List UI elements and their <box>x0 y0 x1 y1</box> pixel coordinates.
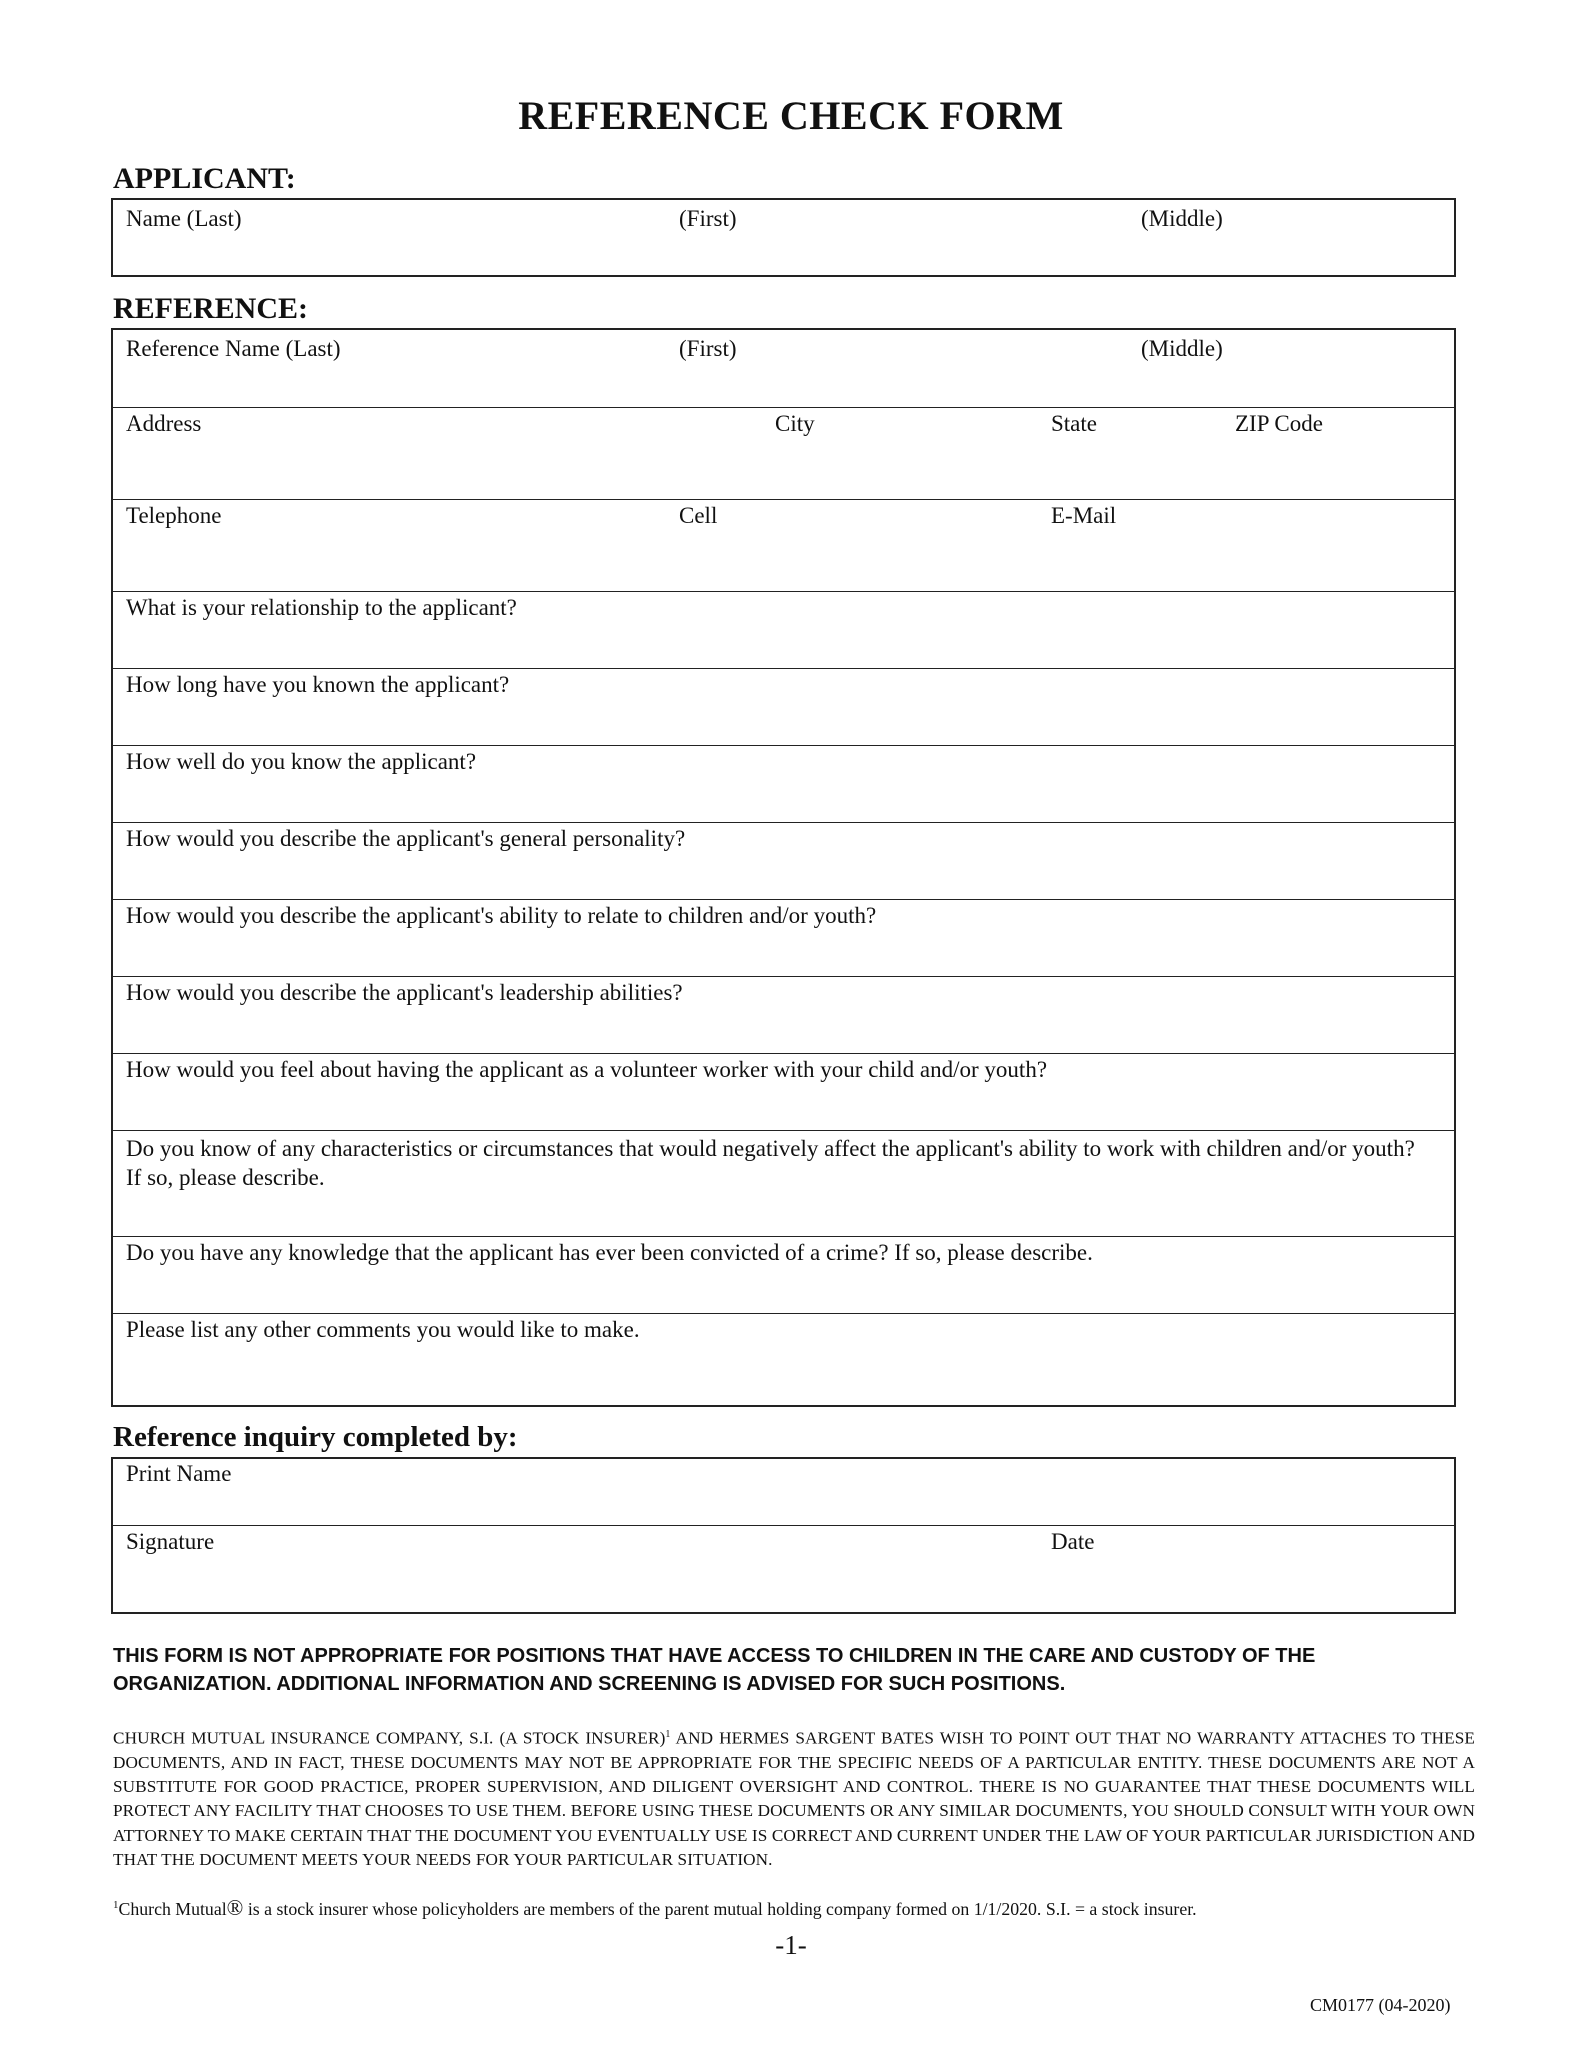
reference-name-first-label: (First) <box>679 336 737 361</box>
question-comments: Please list any other comments you would like to make. <box>126 1317 640 1342</box>
applicant-name-row[interactable] <box>113 200 1454 277</box>
cell-label: Cell <box>679 503 718 528</box>
question-relate-children: How would you describe the applicant's ability to relate to children and/or youth? <box>126 903 877 928</box>
reference-box <box>111 328 1456 1407</box>
question-characteristics: Do you know of any characteristics or circumstances that would negatively affect the applicant's ability to work with children and/or youth? If so, please describe. <box>126 1136 1415 1190</box>
disclaimer-part2: AND HERMES SARGENT BATES WISH TO POINT OUT THAT NO WARRANTY ATTACHES TO THESE DOCUMENTS, AND IN FACT, THESE DOCUMENTS MAY NOT BE APPROPRIATE FOR THE SPECIFIC NEEDS OF A PARTICULAR ENTITY. THESE DOCUMENTS ARE NOT A SUBSTITUTE FOR GOOD PRACTICE, PROPER SUPERVISION, AND DILIGENT OVERSIGHT AND CONTROL. THERE IS NO GUARANTEE THAT THESE DOCUMENTS WILL PROTECT ANY FACILITY THAT CHOOSES TO USE THEM. BEFORE USING THESE DOCUMENTS OR ANY SIMILAR DOCUMENTS, YOU SHOULD CONSULT WITH YOUR OWN ATTORNEY TO MAKE CERTAIN THAT THE DOCUMENT YOU EVENTUALLY USE IS CORRECT AND CURRENT UNDER THE LAW OF YOUR PARTICULAR JURISDICTION AND THAT THE DOCUMENT MEETS YOUR NEEDS FOR YOUR PARTICULAR SITUATION. <box>113 1728 1475 1869</box>
question-row[interactable] <box>113 668 1454 746</box>
reference-heading: REFERENCE: <box>113 292 309 325</box>
warning-notice: THIS FORM IS NOT APPROPRIATE FOR POSITIONS THAT HAVE ACCESS TO CHILDREN IN THE CARE AND CUSTODY OF THE ORGANIZATION. ADDITIONAL INFORMATION AND SCREENING IS ADVISED FOR SUCH POSITIONS. <box>113 1645 1316 1695</box>
reference-name-row[interactable] <box>113 330 1454 407</box>
print-name-label: Print Name <box>126 1461 232 1486</box>
zip-label: ZIP Code <box>1235 411 1323 436</box>
question-personality: How would you describe the applicant's general personality? <box>126 826 686 851</box>
registered-mark: ® <box>226 1895 244 1920</box>
question-crime: Do you have any knowledge that the applicant has ever been convicted of a crime? If so, please describe. <box>126 1240 1093 1265</box>
city-label: City <box>775 411 815 436</box>
address-row[interactable] <box>113 407 1454 500</box>
state-label: State <box>1051 411 1097 436</box>
question-row[interactable] <box>113 745 1454 823</box>
applicant-name-middle-label: (Middle) <box>1141 206 1223 231</box>
print-name-row[interactable] <box>113 1459 1454 1525</box>
footnote-company: Church Mutual <box>118 1899 227 1919</box>
reference-name-last-label: Reference Name (Last) <box>126 336 341 361</box>
form-code: CM0177 (04-2020) <box>1310 1995 1451 2015</box>
signature-row[interactable] <box>113 1525 1454 1615</box>
footnote-sup: 1 <box>113 1899 119 1912</box>
page-title: REFERENCE CHECK FORM <box>518 93 1064 138</box>
page-number: -1- <box>775 1930 807 1960</box>
question-row[interactable] <box>113 591 1454 669</box>
question-relationship: What is your relationship to the applicant? <box>126 595 517 620</box>
question-how-long: How long have you known the applicant? <box>126 672 510 697</box>
question-leadership: How would you describe the applicant's leadership abilities? <box>126 980 683 1005</box>
disclaimer-sup: 1 <box>665 1729 671 1740</box>
signature-label: Signature <box>126 1529 215 1554</box>
email-label: E-Mail <box>1051 503 1117 528</box>
contact-row[interactable] <box>113 499 1454 592</box>
question-row[interactable] <box>113 899 1454 977</box>
question-row[interactable] <box>113 976 1454 1054</box>
disclaimer-text <box>113 1723 1475 1872</box>
question-row[interactable] <box>113 1130 1454 1237</box>
telephone-label: Telephone <box>126 503 222 528</box>
applicant-box <box>111 198 1456 277</box>
footnote-text: is a stock insurer whose policyholders are members of the parent mutual holding company formed on 1/1/2020. S.I. = a stock insurer. <box>243 1899 1197 1919</box>
reference-name-middle-label: (Middle) <box>1141 336 1223 361</box>
completed-by-heading: Reference inquiry completed by: <box>113 1421 518 1453</box>
question-row[interactable] <box>113 1236 1454 1314</box>
footnote <box>113 1895 1197 1921</box>
question-volunteer: How would you feel about having the applicant as a volunteer worker with your child and/or youth? <box>126 1057 1048 1082</box>
address-label: Address <box>126 411 202 436</box>
applicant-name-first-label: (First) <box>679 206 737 231</box>
applicant-heading: APPLICANT: <box>113 162 296 195</box>
question-row[interactable] <box>113 1313 1454 1408</box>
completed-by-box <box>111 1457 1456 1614</box>
question-row[interactable] <box>113 822 1454 900</box>
question-how-well: How well do you know the applicant? <box>126 749 477 774</box>
applicant-name-last-label: Name (Last) <box>126 206 242 231</box>
disclaimer-part1: CHURCH MUTUAL INSURANCE COMPANY, S.I. (A STOCK INSURER) <box>113 1728 666 1748</box>
date-label: Date <box>1051 1529 1095 1554</box>
question-row[interactable] <box>113 1053 1454 1131</box>
